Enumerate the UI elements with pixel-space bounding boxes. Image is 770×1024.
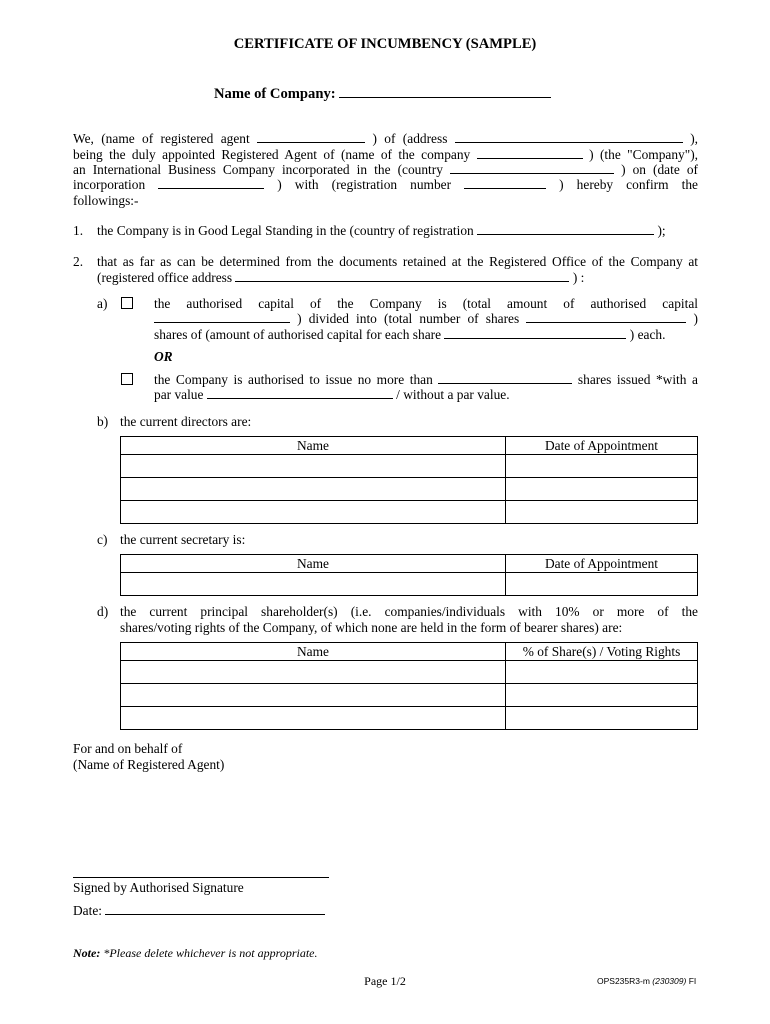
shareholders-table [120, 642, 698, 730]
table-row [121, 684, 698, 707]
registered-office-blank[interactable] [235, 270, 569, 282]
or-separator: OR [154, 349, 173, 364]
signature-caption: Signed by Authorised Signature [73, 880, 244, 895]
item-a-line-4 [154, 372, 698, 388]
item-a-text: par value [154, 387, 204, 402]
name-column-header: Name [121, 437, 506, 455]
intro-text: ), [690, 131, 698, 146]
date-blank[interactable] [105, 903, 325, 915]
table-cell[interactable] [121, 455, 506, 478]
table-cell[interactable] [121, 707, 506, 730]
item-2-line-2 [97, 270, 584, 286]
item-a-text: ) divided into (total number of shares [297, 311, 520, 326]
document-title: CERTIFICATE OF INCUMBENCY (SAMPLE) [233, 36, 537, 52]
intro-line-2 [73, 147, 698, 163]
company-name-field [214, 86, 551, 103]
company-blank[interactable] [477, 147, 583, 159]
intro-text: ) hereby confirm the [559, 177, 698, 192]
table-header-row [121, 643, 698, 661]
par-value-blank[interactable] [207, 387, 393, 399]
item-a-text: / without a par value. [396, 387, 510, 402]
intro-text: an International Business Company incorporated in the (country [73, 162, 443, 177]
option-authorised-capital-checkbox[interactable] [121, 297, 133, 309]
intro-text: ) on (date of [621, 162, 698, 177]
item-a-text: ) each. [629, 327, 666, 342]
item-1-end: ); [657, 223, 666, 238]
item-1-label: the Company is in Good Legal Standing in the (country of registration [97, 223, 474, 238]
name-column-header: Name [121, 555, 506, 573]
item-2-end: ) : [572, 270, 585, 285]
item-a-text: shares issued *with a [577, 372, 698, 387]
intro-text: We, (name of registered agent [73, 131, 250, 146]
intro-text: ) with (registration number [277, 177, 452, 192]
item-a-text: ) [693, 311, 698, 326]
company-name-label: Name of Company: [214, 86, 336, 102]
registered-agent-blank[interactable] [257, 131, 365, 143]
form-code-date: (230309) [652, 976, 687, 986]
intro-line-1 [73, 131, 698, 147]
item-1-number: 1. [73, 223, 84, 238]
table-cell[interactable] [121, 684, 506, 707]
signature-line[interactable] [73, 877, 329, 878]
form-code [597, 976, 696, 986]
form-code-id: OPS235R3-m [597, 976, 650, 986]
table-row [121, 501, 698, 524]
name-column-header: Name [121, 643, 506, 661]
table-row [121, 478, 698, 501]
intro-text: incorporation [73, 177, 146, 192]
date-label: Date: [73, 903, 102, 918]
item-a-line-2 [154, 311, 698, 327]
table-cell[interactable] [121, 661, 506, 684]
date-column-header: Date of Appointment [506, 437, 698, 455]
authorised-capital-blank[interactable] [154, 311, 290, 323]
form-code-suffix: FI [688, 976, 697, 986]
item-a-line-1: the authorised capital of the Company is (total amount of authorised capital [154, 296, 698, 311]
table-header-row [121, 437, 698, 455]
country-blank[interactable] [450, 162, 614, 174]
page-number: Page 1/2 [364, 974, 406, 988]
table-cell[interactable] [506, 478, 698, 501]
company-name-blank[interactable] [339, 86, 551, 98]
table-cell[interactable] [506, 661, 698, 684]
intro-text: being the duly appointed Registered Agent of (name of the company [73, 147, 471, 162]
item-a-text: the Company is authorised to issue no more than [154, 372, 433, 387]
table-cell[interactable] [121, 478, 506, 501]
table-cell[interactable] [506, 501, 698, 524]
note-label: Note: [73, 946, 101, 960]
item-d-line-1: the current principal shareholder(s) (i.e. companies/individuals with 10% or more of the [120, 604, 698, 619]
date-field [73, 903, 325, 919]
registration-country-blank[interactable] [477, 223, 654, 235]
item-1-text [97, 223, 666, 239]
secretary-table [120, 554, 698, 596]
capital-per-share-blank[interactable] [444, 327, 626, 339]
item-a-text: shares of (amount of authorised capital for each share [154, 327, 442, 342]
table-cell[interactable] [121, 573, 506, 596]
intro-line-3 [73, 162, 698, 178]
table-cell[interactable] [121, 501, 506, 524]
on-behalf-text: For and on behalf of [73, 741, 183, 756]
item-a-line-5 [154, 387, 510, 403]
item-c-letter: c) [97, 532, 108, 547]
item-d-line-2: shares/voting rights of the Company, of which none are held in the form of bearer shares) are: [120, 620, 623, 635]
item-2-line-1: that as far as can be determined from the documents retained at the Registered Office of the Company at [97, 254, 698, 269]
intro-text: ) of (address [372, 131, 448, 146]
table-cell[interactable] [506, 573, 698, 596]
intro-line-5: followings:- [73, 193, 139, 208]
max-shares-blank[interactable] [438, 372, 572, 384]
item-b-text: the current directors are: [120, 414, 252, 429]
option-share-limit-checkbox[interactable] [121, 373, 133, 385]
address-blank[interactable] [455, 131, 683, 143]
table-row [121, 661, 698, 684]
item-a-line-3 [154, 327, 665, 343]
item-d-letter: d) [97, 604, 109, 619]
intro-text: ) (the "Company"), [589, 147, 698, 162]
item-2-label: (registered office address [97, 270, 233, 285]
date-column-header: Date of Appointment [506, 555, 698, 573]
directors-table [120, 436, 698, 524]
registration-number-blank[interactable] [464, 177, 546, 189]
table-row [121, 455, 698, 478]
item-2-number: 2. [73, 254, 84, 269]
table-cell[interactable] [506, 455, 698, 478]
note [73, 946, 318, 961]
table-cell[interactable] [506, 707, 698, 730]
table-cell[interactable] [506, 684, 698, 707]
incorporation-date-blank[interactable] [158, 177, 264, 189]
item-a-letter: a) [97, 296, 108, 311]
intro-line-4 [73, 177, 698, 193]
table-header-row [121, 555, 698, 573]
item-b-letter: b) [97, 414, 109, 429]
share-percent-column-header: % of Share(s) / Voting Rights [506, 643, 698, 661]
table-row [121, 707, 698, 730]
item-c-text: the current secretary is: [120, 532, 246, 547]
table-row [121, 573, 698, 596]
note-text: *Please delete whichever is not appropriate. [103, 946, 318, 960]
total-shares-blank[interactable] [526, 311, 686, 323]
registered-agent-name-text: (Name of Registered Agent) [73, 757, 225, 772]
